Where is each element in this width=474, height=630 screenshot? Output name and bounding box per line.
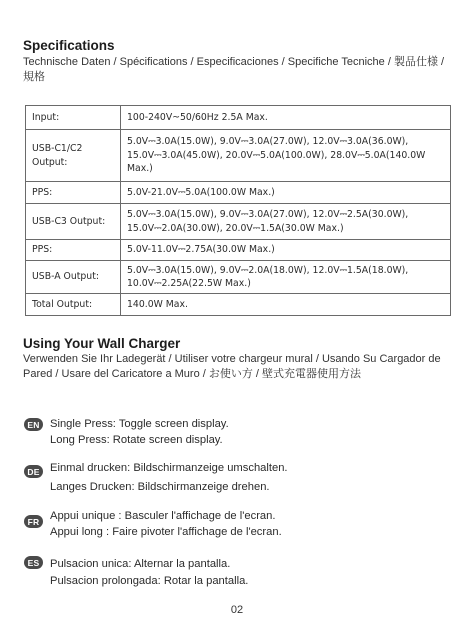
- single-press-instruction: Single Press: Toggle screen display.: [50, 418, 229, 430]
- row-label: USB-C1/C2 Output:: [26, 130, 121, 182]
- row-value: 140.0W Max.: [121, 294, 451, 316]
- table-row: [26, 182, 451, 204]
- row-label: Total Output:: [26, 294, 121, 316]
- specifications-subtitle: Technische Daten / Spécifications / Especificaciones / Specifiche Tecniche / 製品仕様 / 規格: [23, 56, 445, 83]
- long-press-instruction: Long Press: Rotate screen display.: [50, 434, 223, 446]
- row-label: USB-A Output:: [26, 261, 121, 294]
- page-number: 02: [230, 604, 244, 616]
- row-value: 5.0V-11.0V⎓2.75A(30.0W Max.): [121, 240, 451, 261]
- row-value: 100-240V~50/60Hz 2.5A Max.: [121, 106, 451, 130]
- table-row: [26, 294, 451, 316]
- specifications-table: [25, 105, 451, 316]
- usage-subtitle: Verwenden Sie Ihr Ladegerät / Utiliser votre chargeur mural / Usando Su Cargador de Pared / Usare del Caricatore a Muro / お使い方 / 壁式充電器使用方法: [23, 353, 441, 380]
- table-row: [26, 240, 451, 261]
- row-value: 5.0V⎓3.0A(15.0W), 9.0V⎓2.0A(18.0W), 12.0V⎓1.5A(18.0W), 10.0V⎓2.25A(22.5W Max.): [121, 261, 451, 294]
- language-badge-fr: FR: [24, 515, 43, 528]
- single-press-instruction: Pulsacion unica: Alternar la pantalla.: [50, 558, 231, 570]
- single-press-instruction: Appui unique : Basculer l'affichage de l'ecran.: [50, 510, 276, 522]
- long-press-instruction: Langes Drucken: Bildschirmanzeige drehen.: [50, 481, 270, 493]
- long-press-instruction: Pulsacion prolongada: Rotar la pantalla.: [50, 575, 249, 587]
- row-label: PPS:: [26, 240, 121, 261]
- single-press-instruction: Einmal drucken: Bildschirmanzeige umschalten.: [50, 462, 288, 474]
- table-row: [26, 106, 451, 130]
- row-value: 5.0V-21.0V⎓5.0A(100.0W Max.): [121, 182, 451, 204]
- row-label: Input:: [26, 106, 121, 130]
- table-row: [26, 204, 451, 240]
- table-row: [26, 130, 451, 182]
- row-value: 5.0V⎓3.0A(15.0W), 9.0V⎓3.0A(27.0W), 12.0V⎓3.0A(36.0W), 15.0V⎓3.0A(45.0W), 20.0V⎓5.0A(100.0W), 28.0V⎓5.0A(140.0W Max.): [121, 130, 451, 182]
- language-badge-de: DE: [24, 465, 43, 478]
- language-badge-en: EN: [24, 418, 43, 431]
- long-press-instruction: Appui long : Faire pivoter l'affichage de l'ecran.: [50, 526, 282, 538]
- row-value: 5.0V⎓3.0A(15.0W), 9.0V⎓3.0A(27.0W), 12.0V⎓2.5A(30.0W), 15.0V⎓2.0A(30.0W), 20.0V⎓1.5A(30.0W Max.): [121, 204, 451, 240]
- specifications-heading: Specifications: [23, 38, 115, 53]
- row-label: PPS:: [26, 182, 121, 204]
- usage-heading: Using Your Wall Charger: [23, 336, 181, 351]
- row-label: USB-C3 Output:: [26, 204, 121, 240]
- language-badge-es: ES: [24, 556, 43, 569]
- table-row: [26, 261, 451, 294]
